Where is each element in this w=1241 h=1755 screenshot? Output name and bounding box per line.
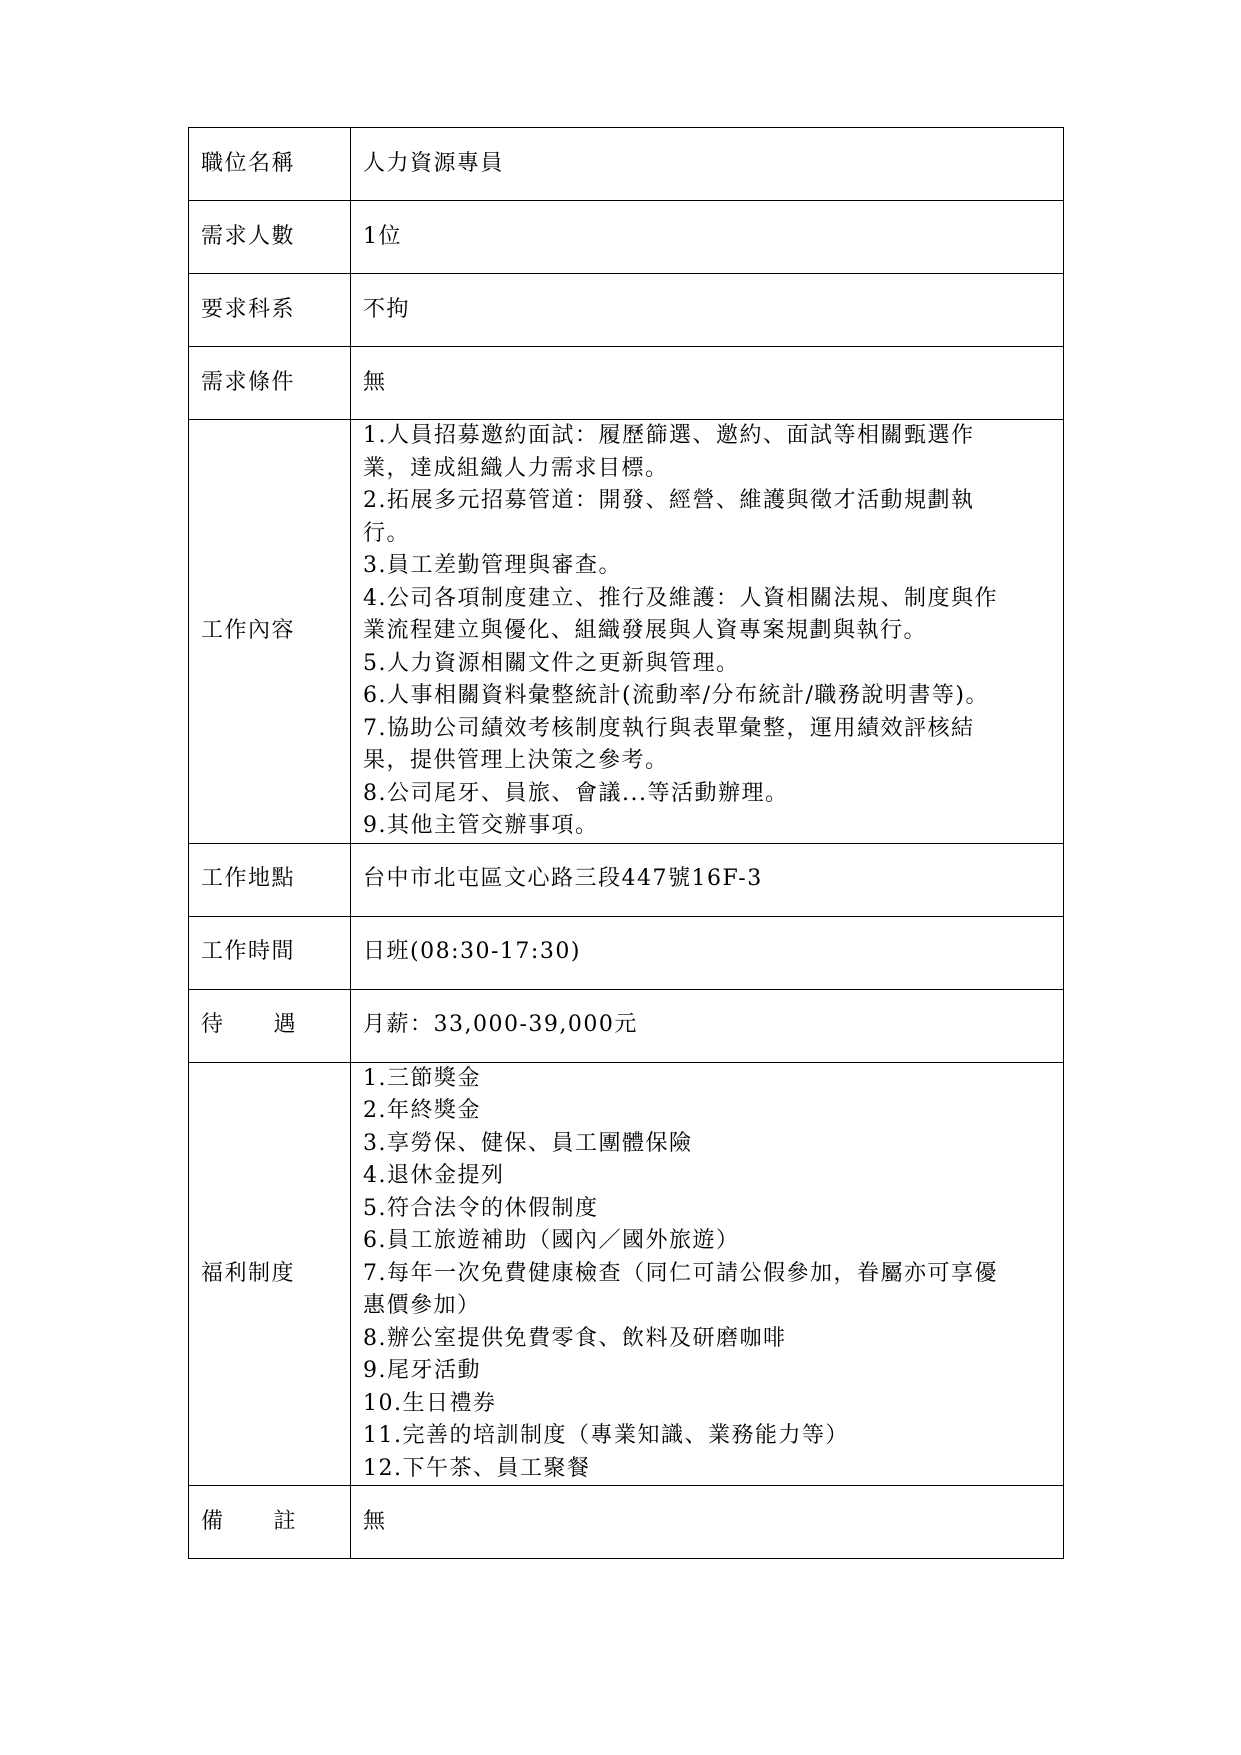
label-job-title: 職位名稱 [189,128,351,201]
benefit-line: 8.辦公室提供免費零食、飲料及研磨咖啡 [363,1325,787,1351]
value-remarks: 無 [351,1486,1064,1559]
benefit-line: 7.每年一次免費健康檢查（同仁可請公假參加，眷屬亦可享優 [363,1260,998,1286]
benefit-line: 5.符合法令的休假制度 [363,1195,599,1221]
benefit-line: 6.員工旅遊補助（國內／國外旅遊） [363,1228,740,1253]
value-major: 不拘 [351,274,1064,347]
label-remarks-char-2: 註 [273,1508,297,1534]
label-duties: 工作內容 [189,420,351,844]
label-salary-char-1: 待 [201,1012,225,1038]
duty-line: 6.人事相關資料彙整統計(流動率/分布統計/職務說明書等)。 [363,683,989,708]
value-salary: 月薪：33,000-39,000元 [351,989,1064,1062]
row-location [189,843,1064,916]
duty-line: 行。 [363,520,411,546]
row-requirements [189,347,1064,420]
benefit-line: 惠價參加） [363,1293,481,1318]
benefit-line: 9.尾牙活動 [363,1358,481,1383]
value-job-title: 人力資源專員 [351,128,1064,201]
label-headcount: 需求人數 [189,201,351,274]
label-salary [189,989,351,1062]
label-remarks-char-1: 備 [201,1508,225,1534]
duty-line: 2.拓展多元招募管道：開發、經營、維護與徵才活動規劃執 [363,488,975,513]
row-hours [189,916,1064,989]
value-benefits [351,1062,1064,1486]
label-location: 工作地點 [189,843,351,916]
row-duties [189,420,1064,844]
duty-line: 7.協助公司績效考核制度執行與表單彙整，運用績效評核結 [363,715,975,741]
label-salary-char-2: 遇 [273,1012,297,1038]
label-major: 要求科系 [189,274,351,347]
duty-line: 果，提供管理上決策之參考。 [363,748,669,773]
duty-line: 業流程建立與優化、組織發展與人資專案規劃與執行。 [363,618,928,643]
row-salary [189,989,1064,1062]
value-headcount: 1位 [351,201,1064,274]
duty-line: 業，達成組織人力需求目標。 [363,455,669,481]
benefit-line: 1.三節獎金 [363,1065,481,1091]
label-hours: 工作時間 [189,916,351,989]
duty-line: 9.其他主管交辦事項。 [363,813,599,838]
label-benefits: 福利制度 [189,1062,351,1486]
benefit-line: 3.享勞保、健保、員工團體保險 [363,1130,693,1156]
label-requirements: 需求條件 [189,347,351,420]
row-benefits [189,1062,1064,1486]
benefit-line: 10.生日禮券 [363,1390,497,1416]
duty-line: 8.公司尾牙、員旅、會議...等活動辦理。 [363,780,789,806]
row-job-title [189,128,1064,201]
label-remarks [189,1486,351,1559]
duty-line: 1.人員招募邀約面試：履歷篩選、邀約、面試等相關甄選作 [363,423,975,448]
value-requirements: 無 [351,347,1064,420]
benefit-line: 4.退休金提列 [363,1163,505,1188]
row-headcount [189,201,1064,274]
job-posting-table [188,127,1064,1559]
row-major [189,274,1064,347]
row-remarks [189,1486,1064,1559]
value-duties [351,420,1064,844]
benefit-line: 2.年終獎金 [363,1098,481,1123]
benefit-line: 11.完善的培訓制度（專業知識、業務能力等） [363,1423,849,1448]
duty-line: 5.人力資源相關文件之更新與管理。 [363,650,740,676]
duty-line: 4.公司各項制度建立、推行及維護：人資相關法規、制度與作 [363,585,998,611]
benefit-line: 12.下午茶、員工聚餐 [363,1455,591,1481]
value-location: 台中市北屯區文心路三段447號16F-3 [351,843,1064,916]
duty-line: 3.員工差勤管理與審查。 [363,553,622,578]
value-hours: 日班(08:30-17:30) [351,916,1064,989]
